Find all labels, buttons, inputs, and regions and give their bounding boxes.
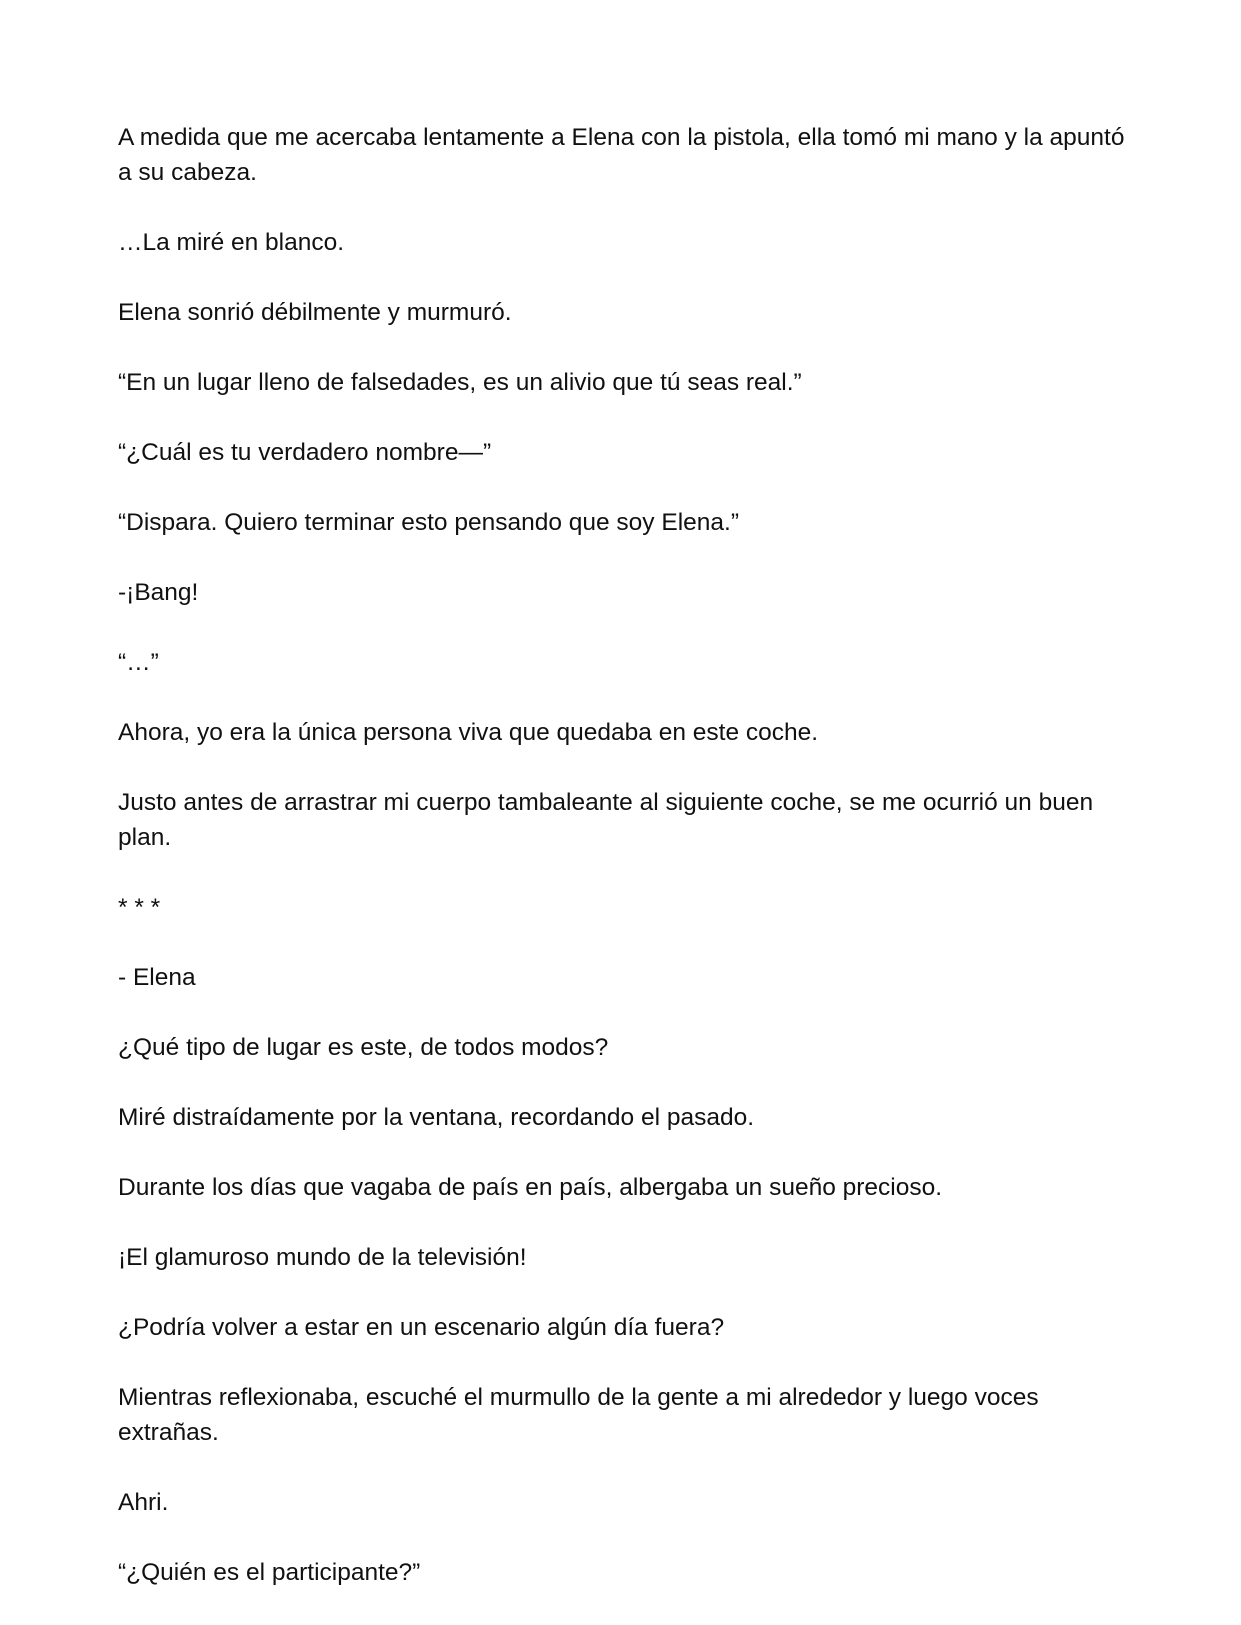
- paragraph: Justo antes de arrastrar mi cuerpo tambaleante al siguiente coche, se me ocurrió un buen plan.: [118, 789, 1100, 851]
- paragraph: Miré distraídamente por la ventana, recordando el pasado.: [118, 1104, 755, 1131]
- paragraph: …La miré en blanco.: [118, 229, 345, 256]
- paragraph: ¡El glamuroso mundo de la televisión!: [118, 1244, 527, 1271]
- paragraph: “…”: [118, 649, 159, 676]
- paragraph: -¡Bang!: [118, 579, 199, 606]
- paragraph: ¿Podría volver a estar en un escenario algún día fuera?: [118, 1314, 725, 1341]
- paragraph: “¿Cuál es tu verdadero nombre—”: [118, 439, 492, 466]
- paragraph: “¿Quién es el participante?”: [118, 1559, 421, 1586]
- paragraph: “En un lugar lleno de falsedades, es un alivio que tú seas real.”: [118, 369, 802, 396]
- paragraph: Ahri.: [118, 1489, 169, 1516]
- paragraph: A medida que me acercaba lentamente a Elena con la pistola, ella tomó mi mano y la apuntó a su cabeza.: [118, 124, 1132, 186]
- section-separator: * * *: [118, 894, 161, 921]
- paragraph: Elena sonrió débilmente y murmuró.: [118, 299, 512, 326]
- paragraph: ¿Qué tipo de lugar es este, de todos modos?: [118, 1034, 609, 1061]
- paragraph: “Dispara. Quiero terminar esto pensando que soy Elena.”: [118, 509, 739, 536]
- document-body: [118, 120, 1132, 1625]
- section-heading: - Elena: [118, 964, 196, 991]
- paragraph: Durante los días que vagaba de país en país, albergaba un sueño precioso.: [118, 1174, 943, 1201]
- paragraph: Ahora, yo era la única persona viva que quedaba en este coche.: [118, 719, 819, 746]
- paragraph: Mientras reflexionaba, escuché el murmullo de la gente a mi alrededor y luego voces extrañas.: [118, 1384, 1046, 1446]
